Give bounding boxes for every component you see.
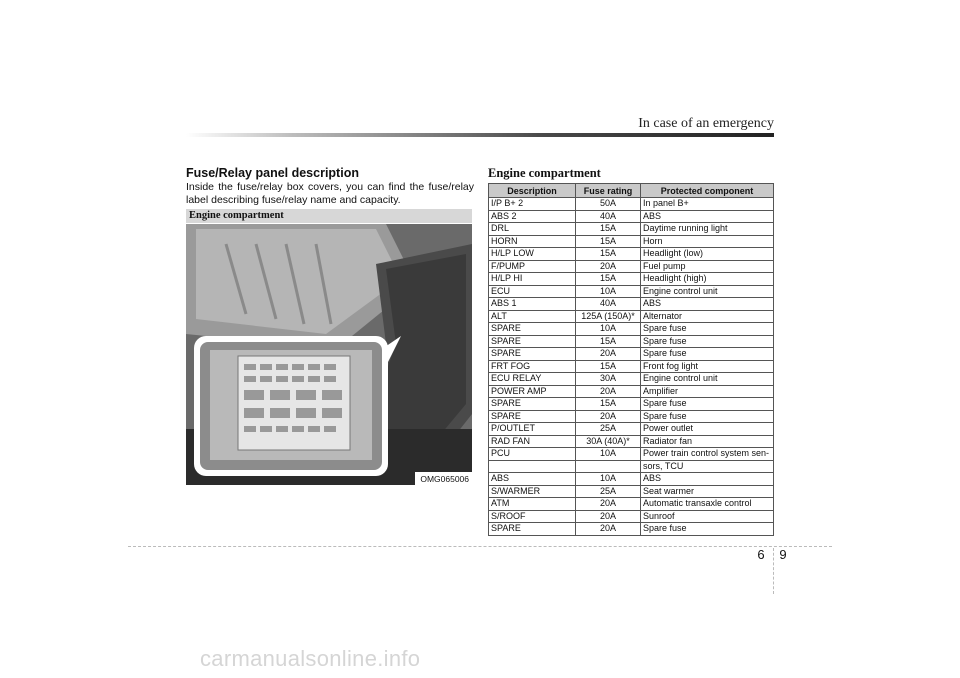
- cell-fuse-rating: 10A: [576, 448, 641, 461]
- cell-fuse-rating: 15A: [576, 360, 641, 373]
- cell-protected-component: In panel B+: [641, 198, 774, 211]
- page-number: [750, 547, 794, 562]
- cell-description: ABS 2: [489, 210, 576, 223]
- cell-fuse-rating: 20A: [576, 260, 641, 273]
- cell-protected-component: ABS: [641, 210, 774, 223]
- cell-protected-component: Spare fuse: [641, 323, 774, 336]
- table-row: [489, 485, 774, 498]
- cell-protected-component: Fuel pump: [641, 260, 774, 273]
- table-heading: Engine compartment: [488, 166, 601, 180]
- column-header-fuse-rating: Fuse rating: [576, 184, 641, 198]
- table-row: [489, 273, 774, 286]
- table-row: [489, 310, 774, 323]
- cell-fuse-rating: 40A: [576, 298, 641, 311]
- cell-fuse-rating: 15A: [576, 398, 641, 411]
- table-row: [489, 248, 774, 261]
- table-row: [489, 448, 774, 461]
- cell-protected-component: Power train control system sen-: [641, 448, 774, 461]
- table-row: [489, 385, 774, 398]
- table-row: [489, 373, 774, 386]
- table-row: [489, 523, 774, 536]
- cell-protected-component: Daytime running light: [641, 223, 774, 236]
- cell-description: SPARE: [489, 348, 576, 361]
- cell-description: SPARE: [489, 398, 576, 411]
- cell-protected-component: Engine control unit: [641, 285, 774, 298]
- cell-description: ECU: [489, 285, 576, 298]
- cell-description: POWER AMP: [489, 385, 576, 398]
- cell-description: S/ROOF: [489, 510, 576, 523]
- cell-fuse-rating: 20A: [576, 498, 641, 511]
- cell-description: DRL: [489, 223, 576, 236]
- cell-protected-component: ABS: [641, 473, 774, 486]
- cell-description: ATM: [489, 498, 576, 511]
- section-heading: Fuse/Relay panel description: [186, 166, 359, 180]
- cell-fuse-rating: 40A: [576, 210, 641, 223]
- table-row: [489, 398, 774, 411]
- cell-description: HORN: [489, 235, 576, 248]
- table-row: [489, 323, 774, 336]
- table-row: [489, 198, 774, 211]
- photo-caption: Engine compartment: [186, 209, 472, 223]
- cell-fuse-rating: 15A: [576, 235, 641, 248]
- cell-description: P/OUTLET: [489, 423, 576, 436]
- cell-description: PCU: [489, 448, 576, 461]
- engine-compartment-photo: [186, 224, 472, 485]
- intro-paragraph: Inside the fuse/relay box covers, you can find the fuse/relay label describing fuse/relay name and capacity.: [186, 181, 474, 206]
- cell-protected-component: Engine control unit: [641, 373, 774, 386]
- cell-protected-component: Spare fuse: [641, 348, 774, 361]
- cell-fuse-rating: 15A: [576, 335, 641, 348]
- cell-protected-component: Sunroof: [641, 510, 774, 523]
- table-row: [489, 473, 774, 486]
- cell-description: I/P B+ 2: [489, 198, 576, 211]
- table-row: [489, 498, 774, 511]
- column-header-description: Description: [489, 184, 576, 198]
- table-row: [489, 410, 774, 423]
- table-row: [489, 235, 774, 248]
- cell-description: [489, 460, 576, 473]
- cell-description: RAD FAN: [489, 435, 576, 448]
- cell-protected-component: Front fog light: [641, 360, 774, 373]
- photo-code-label: OMG065006: [415, 472, 472, 485]
- fuse-table-body: [489, 198, 774, 536]
- table-row: [489, 223, 774, 236]
- cell-protected-component: Headlight (low): [641, 248, 774, 261]
- cell-fuse-rating: 50A: [576, 198, 641, 211]
- fuse-table: [488, 183, 774, 536]
- cell-fuse-rating: 30A: [576, 373, 641, 386]
- table-row: [489, 298, 774, 311]
- cell-description: ECU RELAY: [489, 373, 576, 386]
- table-row: [489, 210, 774, 223]
- cell-protected-component: Power outlet: [641, 423, 774, 436]
- cell-fuse-rating: 10A: [576, 473, 641, 486]
- cell-fuse-rating: 15A: [576, 248, 641, 261]
- page-divider-horizontal: [128, 546, 832, 547]
- cell-description: SPARE: [489, 410, 576, 423]
- header-rule: [186, 133, 774, 137]
- cell-fuse-rating: 25A: [576, 423, 641, 436]
- cell-fuse-rating: 15A: [576, 273, 641, 286]
- cell-fuse-rating: 125A (150A)*: [576, 310, 641, 323]
- cell-fuse-rating: 20A: [576, 523, 641, 536]
- cell-protected-component: Spare fuse: [641, 410, 774, 423]
- cell-description: FRT FOG: [489, 360, 576, 373]
- table-row: [489, 360, 774, 373]
- cell-description: H/LP LOW: [489, 248, 576, 261]
- cell-protected-component: Alternator: [641, 310, 774, 323]
- cell-description: ABS 1: [489, 298, 576, 311]
- cell-fuse-rating: 15A: [576, 223, 641, 236]
- cell-protected-component: Automatic transaxle control: [641, 498, 774, 511]
- cell-description: SPARE: [489, 323, 576, 336]
- cell-protected-component: Headlight (high): [641, 273, 774, 286]
- table-row: [489, 285, 774, 298]
- cell-fuse-rating: 10A: [576, 323, 641, 336]
- cell-fuse-rating: 20A: [576, 410, 641, 423]
- cell-fuse-rating: 25A: [576, 485, 641, 498]
- cell-fuse-rating: 20A: [576, 348, 641, 361]
- cell-description: SPARE: [489, 335, 576, 348]
- table-header-row: [489, 184, 774, 198]
- cell-description: F/PUMP: [489, 260, 576, 273]
- cell-protected-component: Seat warmer: [641, 485, 774, 498]
- cell-protected-component: Radiator fan: [641, 435, 774, 448]
- page-section-number: 6: [757, 547, 765, 562]
- cell-description: SPARE: [489, 523, 576, 536]
- watermark: carmanualsonline.info: [200, 646, 421, 671]
- column-header-protected-component: Protected component: [641, 184, 774, 198]
- page-number-value: 9: [779, 547, 787, 562]
- cell-description: H/LP HI: [489, 273, 576, 286]
- table-row: [489, 348, 774, 361]
- table-row: [489, 435, 774, 448]
- cell-description: ABS: [489, 473, 576, 486]
- table-row: [489, 423, 774, 436]
- cell-protected-component: Amplifier: [641, 385, 774, 398]
- table-row: [489, 260, 774, 273]
- cell-protected-component: Horn: [641, 235, 774, 248]
- cell-protected-component: sors, TCU: [641, 460, 774, 473]
- table-row: [489, 335, 774, 348]
- header-title: In case of an emergency: [638, 116, 774, 131]
- cell-fuse-rating: 30A (40A)*: [576, 435, 641, 448]
- table-row: [489, 510, 774, 523]
- cell-protected-component: Spare fuse: [641, 398, 774, 411]
- cell-fuse-rating: 20A: [576, 510, 641, 523]
- cell-description: S/WARMER: [489, 485, 576, 498]
- cell-fuse-rating: 20A: [576, 385, 641, 398]
- cell-fuse-rating: 10A: [576, 285, 641, 298]
- cell-description: ALT: [489, 310, 576, 323]
- cell-fuse-rating: [576, 460, 641, 473]
- table-row: [489, 460, 774, 473]
- cell-protected-component: Spare fuse: [641, 523, 774, 536]
- cell-protected-component: ABS: [641, 298, 774, 311]
- cell-protected-component: Spare fuse: [641, 335, 774, 348]
